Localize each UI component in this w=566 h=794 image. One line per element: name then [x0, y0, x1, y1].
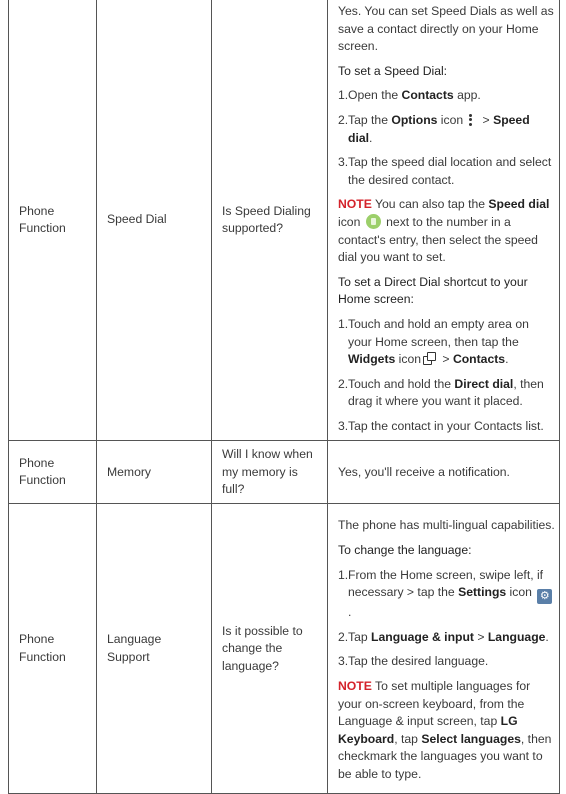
question-cell: Is it possible to change the language? — [212, 504, 328, 794]
question-cell: Is Speed Dialing supported? — [212, 0, 328, 441]
category-cell: Phone Function — [9, 441, 97, 504]
list-item: 3. Tap the desired language. — [338, 654, 489, 669]
topic-cell: Language Support — [97, 504, 212, 794]
answer-heading: To change the language: — [338, 543, 472, 557]
widgets-icon — [423, 352, 437, 366]
note-label: NOTE — [338, 197, 372, 212]
options-dots-icon — [469, 113, 473, 127]
answer-intro: The phone has multi-lingual capabilities. — [338, 518, 555, 533]
settings-gear-icon: ⚙ — [537, 589, 552, 604]
list-item: 3. Tap the speed dial location and select the desired contact. — [338, 155, 552, 187]
answer-heading: To set a Direct Dial shortcut to your Home screen: — [338, 274, 528, 307]
note-label: NOTE — [338, 678, 372, 693]
table-row — [9, 504, 560, 794]
list-item: 1. Touch and hold an empty area on your Home screen, then tap the Widgets icon > Contacts. — [338, 316, 529, 367]
topic-cell: Speed Dial — [97, 0, 212, 441]
answer-heading: To set a Speed Dial: — [338, 63, 448, 78]
list-item: 2. Tap Language & input > Language. — [338, 629, 549, 644]
list-item: 3. Tap the contact in your Contacts list. — [338, 418, 544, 433]
table-row — [9, 441, 560, 504]
answer-cell — [328, 0, 560, 441]
answer-cell — [328, 504, 560, 794]
category-cell: Phone Function — [9, 504, 97, 794]
list-item: 1. Open the Contacts app. — [338, 88, 481, 103]
step-list — [338, 316, 555, 436]
topic-cell: Memory — [97, 441, 212, 504]
step-list — [338, 87, 555, 189]
question-cell: Will I know when my memory is full? — [212, 441, 328, 504]
note-paragraph: NOTE You can also tap the Speed dial icon next to the number in a contact's entry, then select the speed dial you want to set. — [338, 197, 550, 265]
category-cell: Phone Function — [9, 0, 97, 441]
answer-cell: Yes, you'll receive a notification. — [328, 441, 560, 504]
speed-dial-icon — [366, 214, 381, 229]
faq-table — [8, 0, 560, 794]
table-row — [9, 0, 560, 441]
list-item: 2. Touch and hold the Direct dial, then drag it where you want it placed. — [338, 376, 544, 409]
note-paragraph: NOTE To set multiple languages for your on-screen keyboard, from the Language & input screen, tap LG Keyboard, tap Select languages, then checkmark the languages you want to be able to type. — [338, 678, 552, 781]
list-item: 1. From the Home screen, swipe left, if necessary > tap the Settings icon ⚙. — [338, 567, 555, 622]
step-list — [338, 567, 555, 671]
answer-intro: Yes. You can set Speed Dials as well as save a contact directly on your Home screen. — [338, 4, 554, 54]
list-item: 2. Tap the Options icon > Speed dial. — [338, 112, 530, 145]
